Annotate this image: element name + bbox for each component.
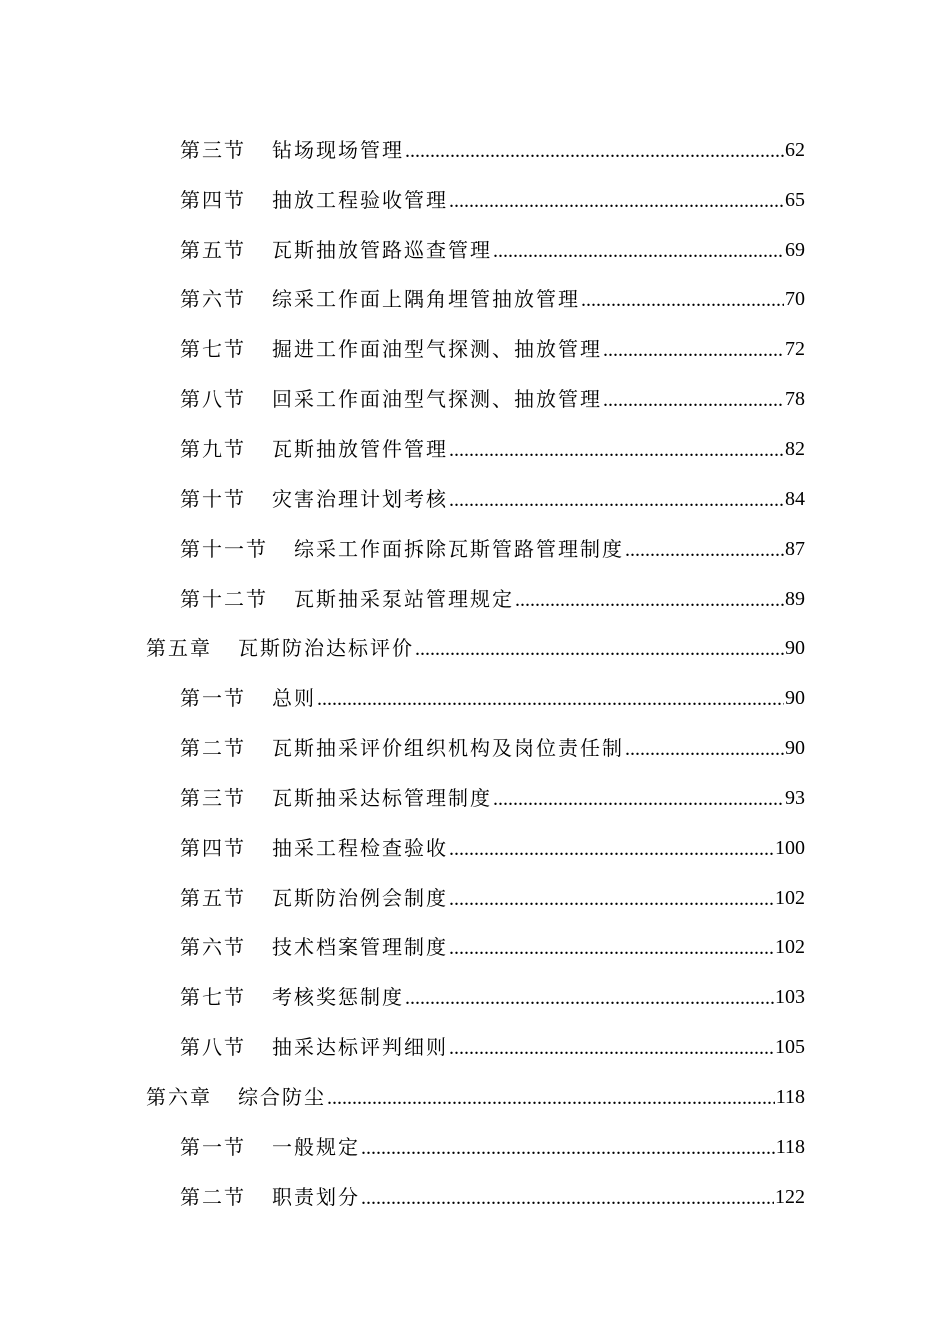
toc-entry-number: 第十一节 <box>180 536 268 561</box>
toc-entry[interactable] <box>0 125 805 175</box>
toc-entry-title: 瓦斯抽采泵站管理规定 <box>294 586 514 611</box>
toc-entry-title: 瓦斯抽放管路巡查管理 <box>272 237 492 262</box>
toc-entry-number: 第三节 <box>180 785 246 810</box>
toc-dot-leader <box>581 287 784 311</box>
toc-dot-leader <box>405 138 784 162</box>
toc-entry-number: 第五节 <box>180 237 246 262</box>
toc-entry[interactable] <box>0 574 805 624</box>
toc-page-number: 84 <box>785 487 805 510</box>
toc-dot-leader <box>625 736 784 760</box>
toc-page-number: 103 <box>775 986 805 1009</box>
toc-entry-number: 第六节 <box>180 287 246 312</box>
toc-entry[interactable] <box>0 1022 805 1072</box>
toc-dot-leader <box>405 985 774 1009</box>
toc-page-number: 87 <box>785 537 805 560</box>
toc-entry[interactable] <box>0 1072 805 1122</box>
toc-entry-title: 综采工作面拆除瓦斯管路管理制度 <box>294 536 624 561</box>
toc-dot-leader <box>415 636 784 660</box>
toc-entry-title: 瓦斯抽采达标管理制度 <box>272 785 492 810</box>
toc-page-number: 100 <box>775 836 805 859</box>
toc-entry-title: 瓦斯抽采评价组织机构及岗位责任制 <box>272 736 624 761</box>
toc-page-number: 62 <box>785 138 805 161</box>
toc-page-number: 122 <box>775 1185 805 1208</box>
toc-entry-number: 第二节 <box>180 1184 246 1209</box>
toc-entry[interactable] <box>0 972 805 1022</box>
toc-entry[interactable] <box>0 723 805 773</box>
toc-entry-number: 第五章 <box>146 636 212 661</box>
toc-entry-title: 瓦斯防治达标评价 <box>238 636 414 661</box>
toc-entry-title: 瓦斯防治例会制度 <box>272 885 448 910</box>
toc-entry-number: 第九节 <box>180 436 246 461</box>
table-of-contents <box>0 125 950 1222</box>
toc-entry-number: 第五节 <box>180 885 246 910</box>
toc-entry-title: 瓦斯抽放管件管理 <box>272 436 448 461</box>
toc-entry-number: 第二节 <box>180 736 246 761</box>
toc-entry-number: 第十二节 <box>180 586 268 611</box>
toc-entry-number: 第七节 <box>180 985 246 1010</box>
toc-entry-title: 考核奖惩制度 <box>272 985 404 1010</box>
toc-entry-number: 第十节 <box>180 486 246 511</box>
toc-page-number: 118 <box>775 1085 805 1108</box>
toc-page-number: 105 <box>775 1036 805 1059</box>
toc-dot-leader <box>327 1085 775 1109</box>
toc-entry-number: 第六节 <box>180 935 246 960</box>
toc-entry[interactable] <box>0 424 805 474</box>
toc-entry[interactable] <box>0 673 805 723</box>
toc-dot-leader <box>449 437 784 461</box>
toc-page-number: 102 <box>775 886 805 909</box>
toc-entry-title: 一般规定 <box>272 1134 360 1159</box>
toc-entry[interactable] <box>0 773 805 823</box>
toc-entry-number: 第六章 <box>146 1084 212 1109</box>
toc-dot-leader <box>449 836 774 860</box>
toc-entry-title: 总则 <box>272 686 316 711</box>
toc-entry-title: 钻场现场管理 <box>272 137 404 162</box>
toc-page-number: 69 <box>785 238 805 261</box>
toc-dot-leader <box>361 1135 775 1159</box>
toc-page-number: 82 <box>785 437 805 460</box>
toc-entry-title: 抽采工程检查验收 <box>272 835 448 860</box>
toc-entry-number: 第四节 <box>180 187 246 212</box>
toc-page-number: 72 <box>785 338 805 361</box>
toc-entry[interactable] <box>0 474 805 524</box>
toc-entry[interactable] <box>0 324 805 374</box>
toc-entry-number: 第七节 <box>180 337 246 362</box>
toc-entry-title: 综合防尘 <box>238 1084 326 1109</box>
toc-entry-title: 抽采达标评判细则 <box>272 1035 448 1060</box>
toc-entry-title: 职责划分 <box>272 1184 360 1209</box>
toc-dot-leader <box>449 188 784 212</box>
toc-entry-title: 回采工作面油型气探测、抽放管理 <box>272 387 602 412</box>
toc-entry[interactable] <box>0 923 805 973</box>
toc-page-number: 90 <box>785 687 805 710</box>
toc-entry-title: 灾害治理计划考核 <box>272 486 448 511</box>
toc-entry[interactable] <box>0 225 805 275</box>
toc-dot-leader <box>361 1185 774 1209</box>
toc-dot-leader <box>603 337 784 361</box>
toc-entry-number: 第八节 <box>180 1035 246 1060</box>
toc-dot-leader <box>449 1035 774 1059</box>
toc-entry-number: 第三节 <box>180 137 246 162</box>
toc-entry[interactable] <box>0 1172 805 1222</box>
toc-page-number: 90 <box>785 637 805 660</box>
toc-entry-title: 技术档案管理制度 <box>272 935 448 960</box>
toc-entry[interactable] <box>0 275 805 325</box>
toc-entry-number: 第一节 <box>180 1134 246 1159</box>
toc-entry-title: 掘进工作面油型气探测、抽放管理 <box>272 337 602 362</box>
toc-dot-leader <box>317 686 784 710</box>
toc-entry-number: 第四节 <box>180 835 246 860</box>
toc-dot-leader <box>493 786 784 810</box>
toc-entry-number: 第一节 <box>180 686 246 711</box>
toc-entry[interactable] <box>0 823 805 873</box>
toc-page-number: 70 <box>785 288 805 311</box>
toc-entry-title: 综采工作面上隅角埋管抽放管理 <box>272 287 580 312</box>
toc-entry-title: 抽放工程验收管理 <box>272 187 448 212</box>
toc-page-number: 102 <box>775 936 805 959</box>
toc-page-number: 90 <box>785 737 805 760</box>
toc-page-number: 78 <box>785 388 805 411</box>
toc-page-number: 65 <box>785 188 805 211</box>
toc-entry[interactable] <box>0 1122 805 1172</box>
toc-page-number: 89 <box>785 587 805 610</box>
toc-dot-leader <box>449 886 774 910</box>
toc-entry[interactable] <box>0 374 805 424</box>
toc-entry[interactable] <box>0 524 805 574</box>
toc-dot-leader <box>449 487 784 511</box>
toc-dot-leader <box>493 238 784 262</box>
toc-dot-leader <box>625 537 784 561</box>
toc-dot-leader <box>603 387 784 411</box>
toc-dot-leader <box>515 587 784 611</box>
toc-page-number: 93 <box>785 786 805 809</box>
toc-entry-number: 第八节 <box>180 387 246 412</box>
toc-entry[interactable] <box>0 623 805 673</box>
toc-entry[interactable] <box>0 873 805 923</box>
toc-page-number: 118 <box>775 1135 805 1158</box>
toc-entry[interactable] <box>0 175 805 225</box>
toc-dot-leader <box>449 935 774 959</box>
